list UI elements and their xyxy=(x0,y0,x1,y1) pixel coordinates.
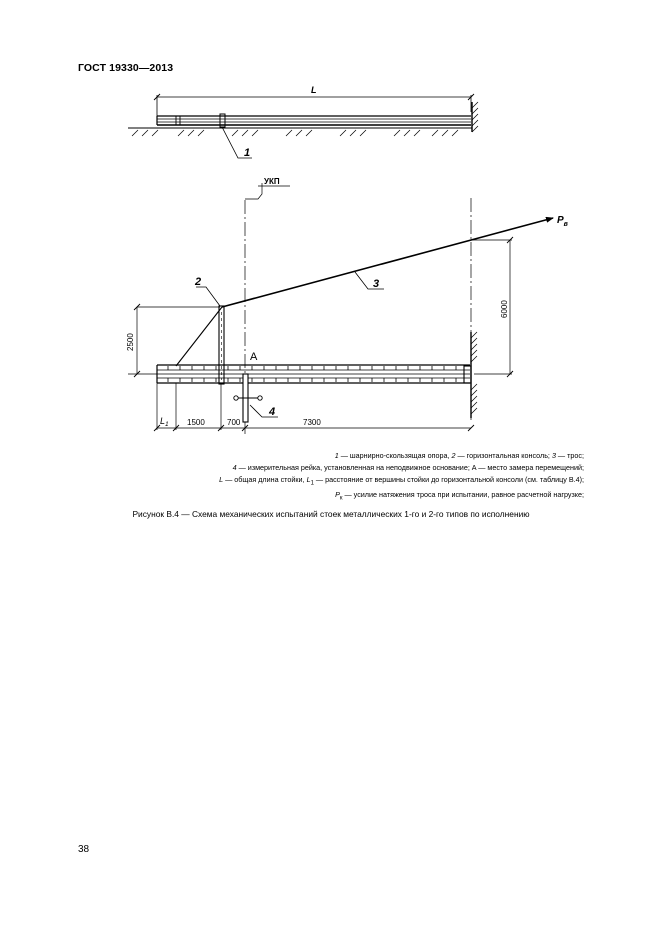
legend-line-4: $P_к$ — усилие натяжения троса при испытании, равное расчетной нагрузке; xyxy=(335,490,584,502)
top-view xyxy=(128,94,478,158)
dim-700-label: 700 xyxy=(227,418,241,427)
figure-caption: Рисунок В.4 — Схема механических испытаний стоек металлических 1-го и 2-го типов по исполнению xyxy=(132,509,530,519)
legend-line-2: 4 — измерительная рейка, установленная на неподвижное основание; A — место замера перемещений; xyxy=(232,463,584,472)
legend-line-3: L — общая длина стойки, $L_1$ — расстояние от вершины стойки до горизонтальной консоли (см. таблицу В.4); xyxy=(219,475,584,487)
dim-6000-label: 6000 xyxy=(500,300,509,318)
callout-4: 4 xyxy=(269,406,276,418)
dim-L-label: L xyxy=(311,85,317,95)
force-label: $P_в$ xyxy=(557,215,568,228)
main-view xyxy=(128,183,553,437)
dim-2500-label: 2500 xyxy=(126,333,135,351)
ukp-axis-label: УКП xyxy=(264,177,280,186)
dim-7300-label: 7300 xyxy=(303,418,321,427)
dim-1500-label: 1500 xyxy=(187,418,205,427)
page-number: 38 xyxy=(78,844,90,855)
point-A-label: A xyxy=(250,351,258,363)
dim-L1-label: $L_1$ xyxy=(160,416,169,428)
standard-header: ГОСТ 19330—2013 xyxy=(78,62,174,74)
figure-legend xyxy=(78,450,584,505)
callout-3: 3 xyxy=(373,278,380,290)
callout-2: 2 xyxy=(195,276,202,288)
legend-line-1: 1 — шарнирно-скользящая опора, 2 — горизонтальная консоль; 3 — трос; xyxy=(334,451,584,460)
callout-1: 1 xyxy=(244,147,251,159)
